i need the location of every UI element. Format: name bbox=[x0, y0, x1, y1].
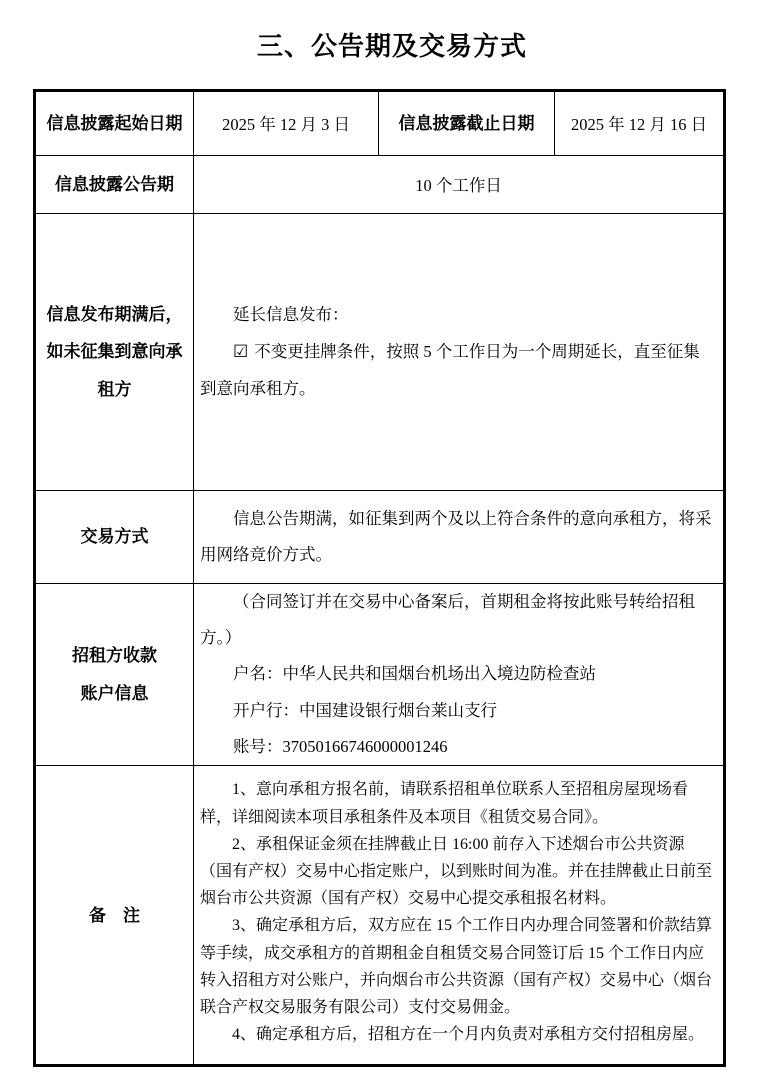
extension-label-line: 租方 bbox=[97, 379, 132, 399]
extension-label-line: 如未征集到意向承 bbox=[46, 342, 183, 362]
extension-option-text bbox=[200, 333, 713, 407]
disclosure-end-value-cell: 2025 年 12 月 16 日 bbox=[555, 90, 725, 155]
announcement-period-value-cell: 10 个工作日 bbox=[194, 155, 725, 213]
disclosure-end-label-cell: 信息披露截止日期 bbox=[379, 90, 555, 155]
trade-method-label-cell: 交易方式 bbox=[35, 490, 194, 583]
remarks-label-cell: 备 注 bbox=[35, 766, 194, 1066]
account-label-line: 招租方收款 bbox=[72, 646, 157, 666]
account-holder-text: 户名：中华人民共和国烟台机场出入境边防检查站 bbox=[233, 664, 596, 684]
trade-method-content-cell bbox=[194, 490, 725, 583]
account-label-cell bbox=[35, 583, 194, 765]
checked-checkbox-icon: ☑ bbox=[233, 342, 249, 362]
account-number-text: 账号：37050166746000001246 bbox=[233, 737, 448, 757]
remark-item: 3、确定承租方后，双方应在 15 个工作日内办理合同签署和价款结算等手续，成交承租方的首期租金自租赁交易合同签订后 15 个工作日内应转入招租方对公账户，并向烟台市公共资源（国有产权）交易中心（烟台联合产权交易服务有限公司）支付交易佣金。 bbox=[200, 917, 713, 1016]
account-label-line: 账户信息 bbox=[80, 683, 149, 703]
trade-method-text: 信息公告期满，如征集到两个及以上符合条件的意向承租方，将采用网络竞价方式。 bbox=[200, 508, 712, 564]
remarks-content-cell bbox=[194, 766, 725, 1066]
extension-content-cell bbox=[194, 213, 725, 490]
disclosure-start-value-cell: 2025 年 12 月 3 日 bbox=[194, 90, 379, 155]
extension-label-cell bbox=[35, 213, 194, 490]
account-note-text: （合同签订并在交易中心备案后，首期租金将按此账号转给招租方。） bbox=[200, 591, 695, 648]
row-announcement-period bbox=[35, 155, 725, 213]
extension-option-label: 不变更挂牌条件，按照 5 个工作日为一个周期延长，直至征集到意向承租方。 bbox=[200, 342, 700, 398]
announcement-table bbox=[33, 89, 726, 1067]
row-trade-method bbox=[35, 490, 725, 583]
remark-item: 2、承租保证金须在挂牌截止日 16:00 前存入下述烟台市公共资源（国有产权）交易中心指定账户，以到账时间为准。并在挂牌截止日前至烟台市公共资源（国有产权）交易中心提交承租报名材料。 bbox=[200, 835, 713, 908]
row-disclosure-dates bbox=[35, 90, 725, 155]
extension-label-line: 信息发布期满后， bbox=[46, 304, 183, 324]
row-remarks bbox=[35, 766, 725, 1066]
extension-intro-text: 延长信息发布： bbox=[233, 304, 349, 324]
remark-item: 4、确定承租方后，招租方在一个月内负责对承租方交付招租房屋。 bbox=[232, 1026, 705, 1044]
account-content-cell bbox=[194, 583, 725, 765]
remark-item: 1、意向承租方报名前，请联系招租单位联系人至招租房屋现场看样，详细阅读本项目承租条件及本项目《租赁交易合同》。 bbox=[200, 781, 689, 826]
disclosure-start-label-cell: 信息披露起始日期 bbox=[35, 90, 194, 155]
announcement-period-label-cell: 信息披露公告期 bbox=[35, 155, 194, 213]
row-account-info bbox=[35, 583, 725, 765]
row-extension bbox=[35, 213, 725, 490]
page-title: 三、公告期及交易方式 bbox=[256, 32, 527, 61]
account-bank-text: 开户行：中国建设银行烟台莱山支行 bbox=[233, 700, 497, 720]
